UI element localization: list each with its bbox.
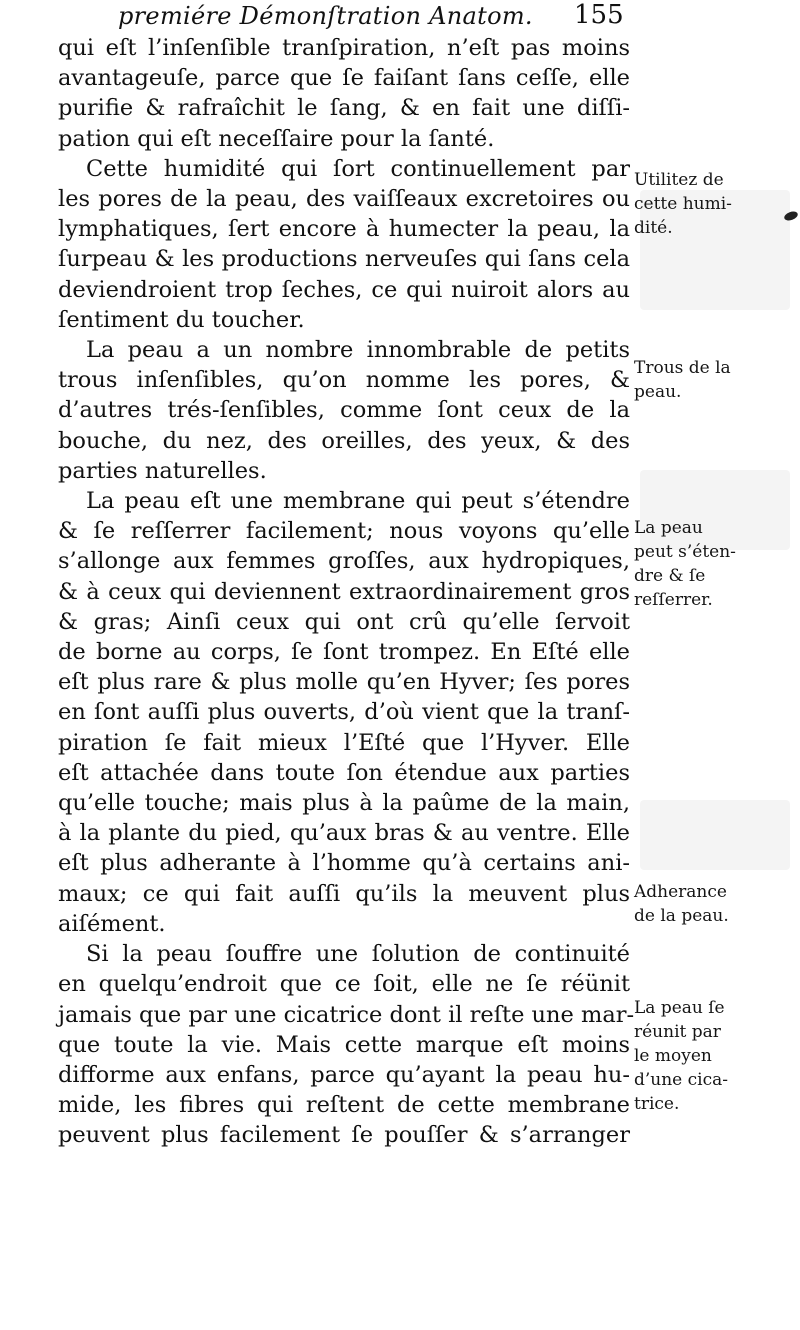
text-line: aiſément. bbox=[58, 910, 166, 937]
text-line: en ſont auſſi plus ouverts, d’où vient que la tranſ- bbox=[58, 699, 630, 726]
text-line: eſt plus rare & plus molle qu’en Hyver; ſes pores bbox=[58, 669, 630, 696]
margin-note: Utilitez de cette humi- dité. bbox=[634, 170, 732, 238]
text-line: qui eſt l’inſenſible tranſpiration, n’eſt pas moins bbox=[58, 35, 630, 61]
paragraph bbox=[58, 939, 635, 1150]
text-line: lymphatiques, ſert encore à humecter la peau, la bbox=[58, 216, 630, 243]
text-line: & ſe reſſerrer facilement; nous voyons qu’elle bbox=[58, 518, 630, 545]
text-line: mide, les fibres qui reſtent de cette membrane bbox=[58, 1092, 630, 1119]
text-line: s’allonge aux femmes groſſes, aux hydropiques, bbox=[58, 548, 630, 575]
margin-note: La peau ſe réunit par le moyen d’une cica- trice. bbox=[634, 998, 729, 1114]
text-line: maux; ce qui fait auſſi qu’ils la meuvent plus bbox=[58, 880, 630, 907]
text-line: en quelqu’endroit que ce ſoit, elle ne ſe réünit bbox=[58, 971, 630, 998]
text-line: que toute la vie. Mais cette marque eſt moins bbox=[58, 1031, 630, 1058]
text-line: avantageuſe, parce que ſe faiſant ſans ceſſe, elle bbox=[58, 65, 630, 92]
text-line: purifie & rafraîchit le ſang, & en fait une diſſi- bbox=[58, 95, 630, 122]
margin-note: La peau peut s’éten- dre & ſe reſſerrer. bbox=[634, 518, 736, 610]
main-text-block bbox=[58, 33, 635, 1151]
text-line: bouche, du nez, des oreilles, des yeux, & des bbox=[58, 427, 630, 454]
paragraph bbox=[58, 33, 630, 154]
text-line: à la plante du pied, qu’aux bras & au ventre. Elle bbox=[58, 820, 630, 847]
margin-note: Adherance de la peau. bbox=[634, 882, 729, 926]
text-line: La peau a un nombre innombrable de petits bbox=[86, 337, 630, 364]
text-line: difforme aux enfans, parce qu’ayant la peau hu- bbox=[58, 1061, 630, 1088]
text-line: jamais que par une cicatrice dont il reſte une mar- bbox=[58, 1001, 635, 1028]
text-line: & à ceux qui deviennent extraordinairement gros bbox=[58, 578, 630, 605]
text-line: trous inſenſibles, qu’on nomme les pores, & bbox=[58, 367, 630, 394]
margin-note: Trous de la peau. bbox=[634, 358, 731, 402]
text-line: Cette humidité qui ſort continuellement par bbox=[86, 155, 630, 182]
text-line: de borne au corps, ſe ſont trompez. En Eſté elle bbox=[58, 639, 630, 666]
page-number: 155 bbox=[574, 0, 624, 30]
text-line: deviendroient trop ſeches, ce qui nuiroit alors au bbox=[58, 276, 630, 303]
text-line: eſt plus adherante à l’homme qu’à certains ani- bbox=[58, 850, 630, 877]
paragraph bbox=[58, 486, 630, 939]
text-line: La peau eſt une membrane qui peut s’étendre bbox=[86, 488, 630, 515]
text-line: & gras; Ainſi ceux qui ont crû qu’elle ſervoit bbox=[58, 608, 630, 635]
show-through-smudge bbox=[640, 800, 790, 870]
paragraph bbox=[58, 335, 630, 486]
text-line: Si la peau ſouffre une ſolution de continuité bbox=[86, 941, 630, 968]
text-line: d’autres trés-ſenſibles, comme ſont ceux de la bbox=[58, 397, 630, 424]
text-line: parties naturelles. bbox=[58, 457, 267, 484]
text-line: pation qui eſt neceſſaire pour la ſanté. bbox=[58, 125, 495, 152]
text-line: ſurpeau & les productions nerveuſes qui ſans cela bbox=[58, 246, 630, 273]
text-line: les pores de la peau, des vaiſſeaux excretoires ou bbox=[58, 186, 630, 213]
text-line: ſentiment du toucher. bbox=[58, 306, 305, 333]
text-line: piration ſe fait mieux l’Eſté que l’Hyver. Elle bbox=[58, 729, 630, 756]
text-line: eſt attachée dans toute ſon étendue aux parties bbox=[58, 759, 630, 786]
paragraph bbox=[58, 154, 630, 335]
text-line: peuvent plus facilement ſe pouſſer & s’arranger bbox=[58, 1122, 630, 1149]
running-title: premiére Démonſtration Anatom. bbox=[118, 2, 533, 30]
text-line: qu’elle touche; mais plus à la paûme de la main, bbox=[58, 790, 630, 817]
